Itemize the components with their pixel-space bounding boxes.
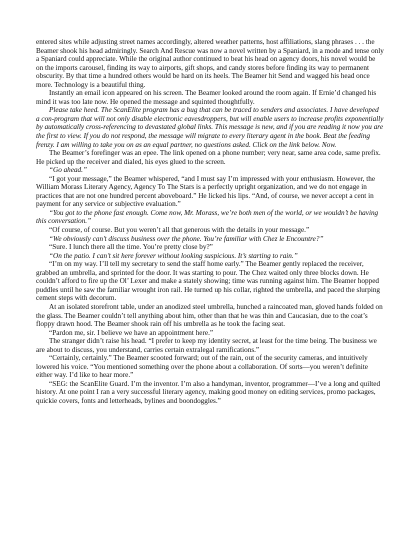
paragraph-11: “On the patio. I can’t sit here forever without looking suspicious. It’s starting to rain.” [49, 251, 298, 260]
paragraph-4: The Beamer’s forefinger was an epee. The link opened on a phone number; very near, same area code, same prefix. He picked up the receiver and dialed, his eyes glued to the screen. [36, 149, 381, 166]
paragraph-10: “Sure. I lunch there all the time. You’re pretty close by?” [49, 243, 213, 252]
paragraph-14: “Pardon me, sir. I believe we have an appointment here.” [49, 328, 214, 337]
paragraph-8: “Of course, of course. But you weren’t all that generous with the details in your message.” [49, 226, 310, 235]
paragraph-12: “I’m on my way. I’ll tell my secretary to send the staff home early.” The Beamer gently replaced the receiver, grabbed an umbrella, and sprinted for the door. It was starting to pour. The Chez waited only three blocks down. He couldn’t afford to fire up the Ol’ Lexer and make a stately showing; time was running against him. The Beamer hopped puddles until he saw the familiar wrought iron rail. He turned up his collar, righted the umbrella, and paced the slurping cement steps with decorum. [36, 260, 381, 303]
paragraph-1: entered sites while adjusting street names accordingly, altered weather patterns, host affiliations, slang phrases . . . the Beamer shook his head admiringly. Search And Rescue was now a novel written by a Spaniard, in a mode and tense only a Spaniard could appreciate. While the original author continued to beat his head on agency doors, his novel would be on the imports carousel, finding its way to airports, gift shops, and candy stores before finding its way to permanent obscurity. By that time a hundred others would be hard on its heels. The Beamer hit Send and wagged his head once more. Technology is a beautiful thing. [36, 38, 384, 89]
paragraph-16: “Certainly, certainly.” The Beamer scooted forward; out of the rain, out of the security cameras, and intuitively lowered his voice. “You mentioned something over the phone about a collaboration. Of sorts—you weren’t definite either way. I’d like to hear more.” [36, 354, 368, 380]
paragraph-9: “We obviously can’t discuss business over the phone. You’re familiar with Chez le Encountre?” [49, 234, 324, 243]
paragraph-13: At an isolated storefront table, under an anodized steel umbrella, hunched a raincoated man, gloved hands folded on the glass. The Beamer couldn’t tell anything about him, other than that he was thin and Caucasian, due to the coat’s floppy drawn hood. The Beamer shook rain off his umbrella as he took the facing seat. [36, 302, 383, 329]
paragraph-7: “You got to the phone fast enough. Come now, Mr. Morass, we’re both men of the world, or we wouldn’t be having this conversation.” [36, 208, 379, 226]
paragraph-2: Instantly an email icon appeared on his screen. The Beamer looked around the room again. If Ernie’d changed his mind it was too late now. He opened the message and squinted thoughtfully. [36, 89, 377, 106]
paragraph-6: “I got your message,” the Beamer whispered, “and I must say I’m impressed with your enthusiasm. However, the William Morass Literary Agency, Agency To The Stars is a perfectly upright organization, and we do not engage in practices that are not one hundred percent aboveboard.” He licked his lips. “And, of course, we never accept a cent in payment for any service or subjective evaluation.” [36, 174, 376, 209]
paragraph-3-email-message: Please take heed. The ScanElite program has a bug that can be traced to senders and associates. I have developed a con-program that will not only disable electronic eavesdroppers, but will enable users to increase profits exponentially by automatically cross-referencing to devastated global links. This message is new, and if you are reading it now you are the first to view. If you do not respond, the message will migrate to every literary agent in the book. Beat the feeding frenzy. I am willing to take you on as an equal partner, no questions asked. Click on the link below. Now. [36, 106, 384, 149]
paragraph-17: “SEG: the ScanElite Guard. I’m the inventor. I’m also a handyman, inventor, programmer—I’ve a long and quilted history. At one point I ran a very successful literary agency, making good money on editing services, promo packages, quickie covers, fonts and letterheads, bylines and boondoggles.” [36, 379, 381, 405]
paragraph-5: “Go ahead.” [49, 166, 87, 175]
paragraph-15: The stranger didn’t raise his head. “I prefer to keep my identity secret, at least for the time being. The business we are about to discuss, you understand, carries certain extralegal ramifications.” [36, 337, 377, 354]
